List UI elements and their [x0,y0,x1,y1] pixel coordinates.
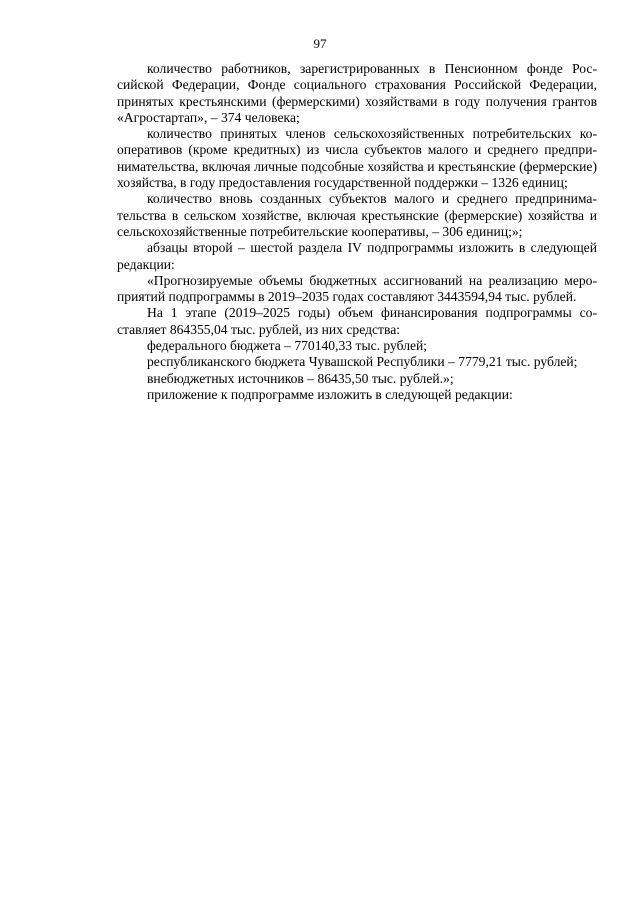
paragraph-section-iv-amendment: абзацы второй – шестой раздела IV подпрограммы изложить в следующей редакции: [117,240,597,272]
paragraph-employees-count: количество работников, зарегистрированных в Пенсионном фонде Российской Федерации, Фонде социального страхования Российской Федерации, принятых крестьянскими (фермерскими) хозяйствами в году получения грантов «Агростартап», – 374 человека; [117,61,597,125]
paragraph-stage-one-financing: На 1 этапе (2019–2025 годы) объем финансирования подпрограммы составляет 864355,04 тыс. рублей, из них средства: [117,305,597,337]
paragraph-appendix-amendment: приложение к подпрограмме изложить в следующей редакции: [147,386,513,402]
document-body [117,61,597,403]
paragraph-new-entities-count: количество вновь созданных субъектов малого и среднего предпринимательства в сельском хозяйстве, включая крестьянские (фермерские) хозяйства и сельскохозяйственные потребительские кооперативы, – 306 единиц;»; [117,191,597,239]
paragraph-extrabudgetary-sources: внебюджетных источников – 86435,50 тыс. рублей.»; [147,370,454,386]
paragraph-republican-budget: республиканского бюджета Чувашской Республики – 7779,21 тыс. рублей; [147,354,578,370]
paragraph-forecast-budget: «Прогнозируемые объемы бюджетных ассигнований на реализацию мероприятий подпрограммы в 2019–2035 годах составляют 3443594,94 тыс. рублей. [117,272,597,305]
paragraph-cooperative-members-count: количество принятых членов сельскохозяйственных потребительских кооперативов (кроме кредитных) из числа субъектов малого и среднего предпринимательства, включая личные подсобные хозяйства и крестьянские (фермерские) хозяйства, в году предоставления государственной поддержки – 1326 единиц; [117,126,597,191]
page-number: 97 [313,36,327,51]
paragraph-federal-budget: федерального бюджета – 770140,33 тыс. рублей; [147,338,428,354]
